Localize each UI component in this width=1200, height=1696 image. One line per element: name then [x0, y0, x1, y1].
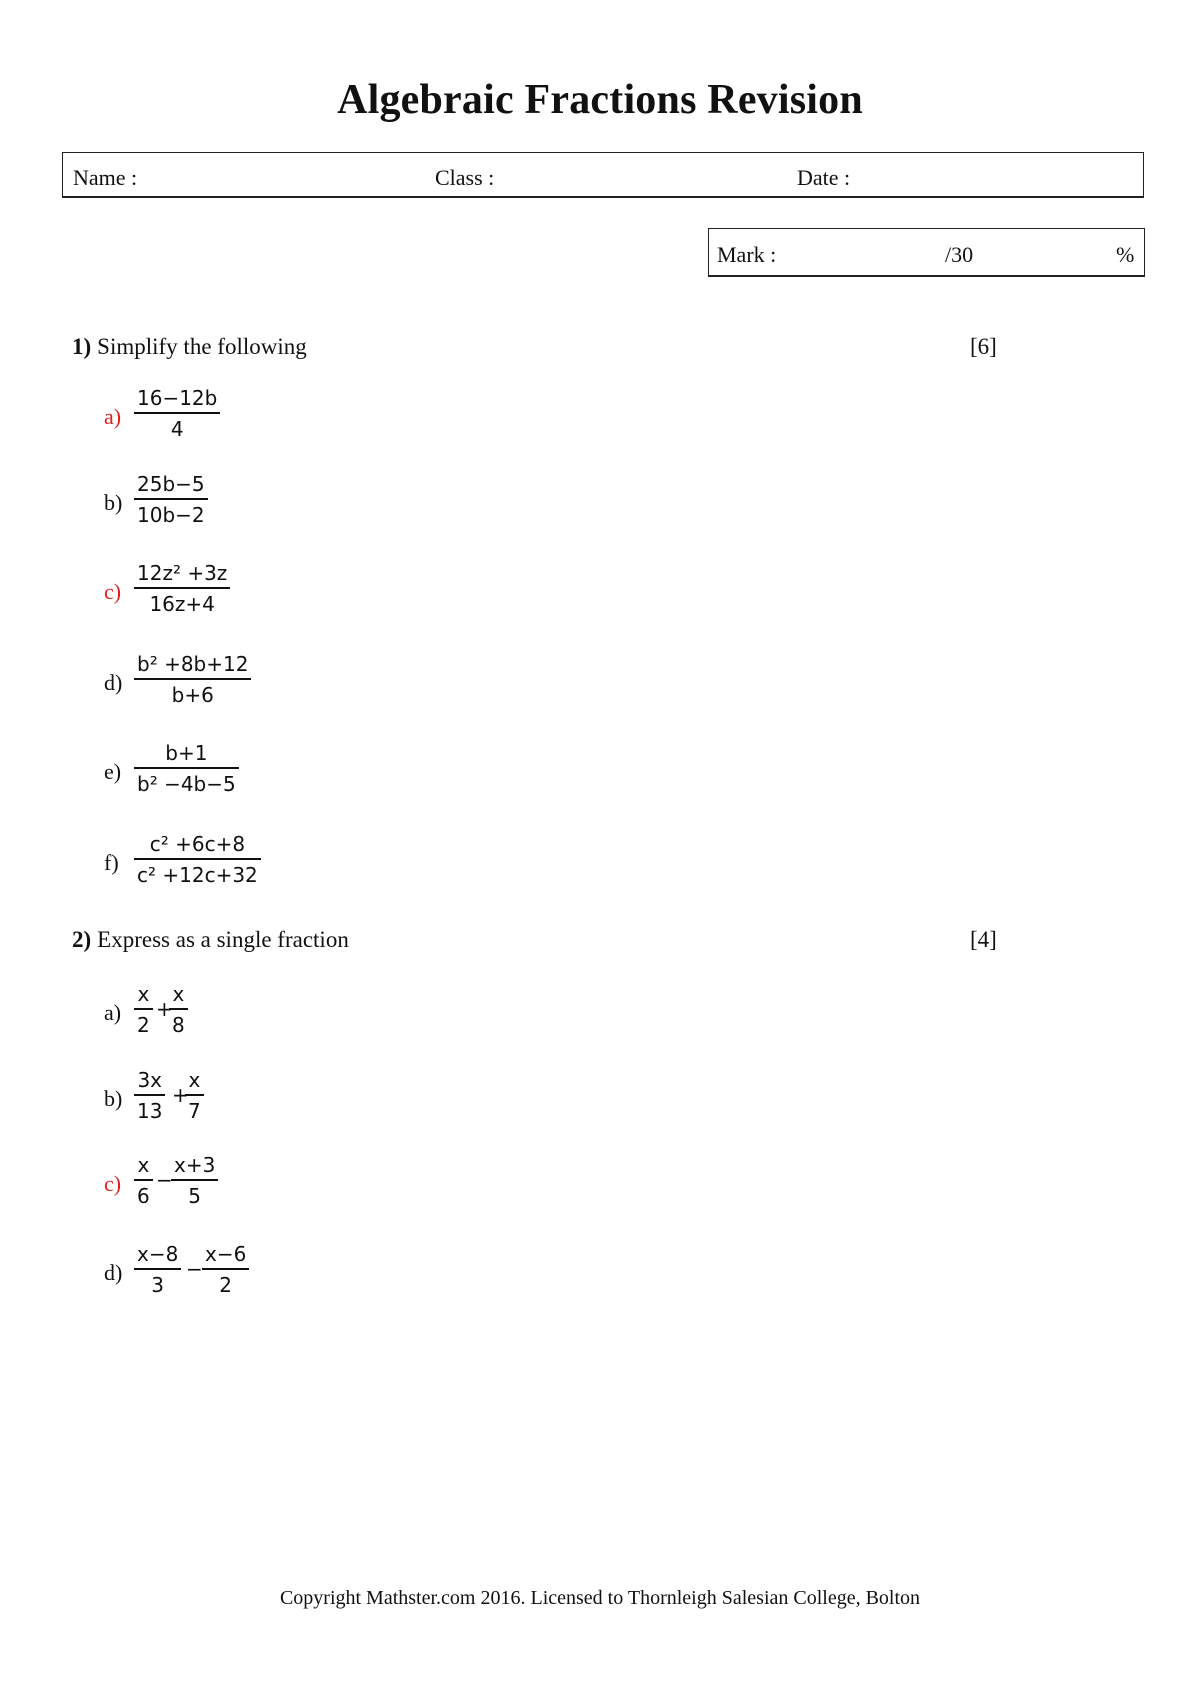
- question-1-marks: [6]: [970, 334, 997, 359]
- mark-label: Mark :: [717, 242, 777, 267]
- name-field-label: Name :: [73, 165, 138, 190]
- question-2-heading: [72, 927, 349, 953]
- numerator: x−8: [134, 1242, 181, 1270]
- class-field-label: Class :: [435, 165, 495, 190]
- denominator: 10b−2: [137, 503, 205, 527]
- numerator: x: [134, 982, 153, 1010]
- mark-box: [708, 228, 1145, 277]
- part-label: b): [104, 1086, 123, 1111]
- fraction: [202, 1242, 249, 1297]
- question-text: Express as a single fraction: [97, 927, 349, 952]
- part-label: a): [104, 1000, 122, 1025]
- numerator: b+1: [134, 741, 239, 769]
- denominator: c² +12c+32: [137, 863, 258, 887]
- date-field-label: Date :: [797, 165, 851, 190]
- fraction: [134, 832, 261, 887]
- fraction: [134, 1153, 153, 1208]
- operator: +: [172, 1083, 189, 1107]
- fraction: [134, 652, 251, 707]
- denominator: 2: [137, 1013, 150, 1037]
- denominator: 4: [170, 417, 184, 441]
- numerator: x: [185, 1068, 204, 1096]
- fraction: [169, 982, 188, 1037]
- denominator: 8: [172, 1013, 185, 1037]
- part-label: d): [104, 1260, 123, 1285]
- part-label: a): [104, 404, 122, 429]
- part-label: d): [104, 670, 123, 695]
- denominator: 13: [137, 1099, 163, 1123]
- denominator: 2: [219, 1273, 233, 1297]
- numerator: 25b−5: [134, 472, 208, 500]
- question-number: 2): [72, 927, 92, 952]
- denominator: 7: [188, 1099, 201, 1123]
- numerator: x−6: [202, 1242, 249, 1270]
- numerator: x: [169, 982, 188, 1010]
- part-label: f): [104, 850, 119, 875]
- fraction: [134, 561, 230, 616]
- part-label: e): [104, 759, 122, 784]
- operator: −: [156, 1168, 173, 1192]
- part-label: c): [104, 579, 122, 604]
- numerator: b² +8b+12: [134, 652, 251, 680]
- numerator: 3x: [134, 1068, 165, 1096]
- denominator: b² −4b−5: [137, 772, 236, 796]
- denominator: 16z+4: [149, 592, 215, 616]
- question-1-heading: [72, 334, 307, 360]
- worksheet-title: Algebraic Fractions Revision: [337, 77, 863, 123]
- numerator: 12z² +3z: [134, 561, 230, 589]
- question-text: Simplify the following: [97, 334, 307, 359]
- fraction: [134, 386, 220, 441]
- fraction: [171, 1153, 218, 1208]
- fraction: [134, 741, 239, 796]
- denominator: b+6: [171, 683, 214, 707]
- student-info-box: [62, 152, 1144, 198]
- question-number: 1): [72, 334, 92, 359]
- fraction: [134, 472, 208, 527]
- fraction: [134, 1242, 181, 1297]
- fraction: [134, 1068, 165, 1123]
- numerator: 16−12b: [134, 386, 220, 414]
- denominator: 6: [137, 1184, 150, 1208]
- mark-total: /30: [945, 242, 974, 267]
- question-2-marks: [4]: [970, 927, 997, 952]
- mark-percent: %: [1116, 242, 1135, 267]
- numerator: x: [134, 1153, 153, 1181]
- denominator: 3: [151, 1273, 165, 1297]
- part-label: b): [104, 490, 123, 515]
- operator: −: [186, 1257, 203, 1281]
- operator: +: [156, 997, 173, 1021]
- fraction: [185, 1068, 204, 1123]
- copyright-footer: Copyright Mathster.com 2016. Licensed to Thornleigh Salesian College, Bolton: [279, 1587, 921, 1609]
- numerator: x+3: [171, 1153, 218, 1181]
- fraction: [134, 982, 153, 1037]
- numerator: c² +6c+8: [134, 832, 261, 860]
- denominator: 5: [188, 1184, 202, 1208]
- part-label: c): [104, 1171, 122, 1196]
